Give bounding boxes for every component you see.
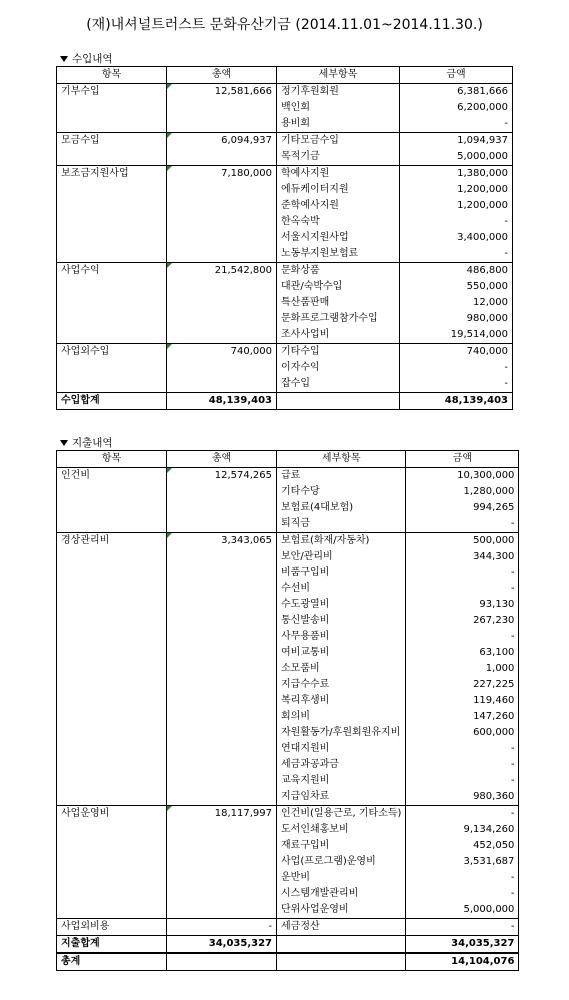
cell-detail: 복리후생비 bbox=[277, 693, 406, 709]
sum-total: 34,035,327 bbox=[167, 936, 277, 954]
table-row bbox=[57, 468, 519, 485]
cell-item bbox=[57, 198, 167, 214]
cell-detail: 한옥숙박 bbox=[277, 214, 400, 230]
cell-item: 사업외비용 bbox=[57, 919, 167, 936]
table-row bbox=[57, 279, 513, 295]
table-row bbox=[57, 725, 519, 741]
cell-total bbox=[167, 230, 277, 246]
cell-total bbox=[167, 565, 277, 581]
cell-detail: 노동부지원보험료 bbox=[277, 246, 400, 263]
cell-item bbox=[57, 116, 167, 133]
cell-item bbox=[57, 484, 167, 500]
cell-item bbox=[57, 645, 167, 661]
cell-amount: 267,230 bbox=[406, 613, 519, 629]
cell-total bbox=[167, 376, 277, 393]
cell-total bbox=[167, 327, 277, 344]
cell-total: 12,574,265 bbox=[167, 468, 277, 485]
sum-amount: 48,139,403 bbox=[400, 393, 513, 410]
header-detail: 세부항목 bbox=[277, 451, 406, 468]
cell-amount: 980,000 bbox=[400, 311, 513, 327]
cell-item bbox=[57, 565, 167, 581]
cell-detail: 도서인쇄홍보비 bbox=[277, 822, 406, 838]
cell-total: 6,094,937 bbox=[167, 133, 277, 150]
cell-amount: 63,100 bbox=[406, 645, 519, 661]
triangle-down-icon bbox=[60, 440, 68, 446]
table-row bbox=[57, 214, 513, 230]
cell-item bbox=[57, 500, 167, 516]
cell-item: 모금수입 bbox=[57, 133, 167, 150]
table-row bbox=[57, 311, 513, 327]
cell-item bbox=[57, 214, 167, 230]
cell-amount: 10,300,000 bbox=[406, 468, 519, 485]
cell-detail: 수도광열비 bbox=[277, 597, 406, 613]
cell-item: 인건비 bbox=[57, 468, 167, 485]
cell-item bbox=[57, 613, 167, 629]
table-row bbox=[57, 376, 513, 393]
table-row bbox=[57, 116, 513, 133]
cell-detail: 백인회 bbox=[277, 100, 400, 116]
cell-amount: - bbox=[406, 629, 519, 645]
table-row bbox=[57, 360, 513, 376]
cell-item bbox=[57, 822, 167, 838]
table-row bbox=[57, 344, 513, 361]
cell-detail: 시스템개발관리비 bbox=[277, 886, 406, 902]
cell-detail: 연대지원비 bbox=[277, 741, 406, 757]
cell-detail: 비품구입비 bbox=[277, 565, 406, 581]
cell-amount: - bbox=[406, 886, 519, 902]
cell-amount: 147,260 bbox=[406, 709, 519, 725]
cell-total bbox=[167, 484, 277, 500]
cell-total bbox=[167, 214, 277, 230]
cell-item bbox=[57, 870, 167, 886]
table-row bbox=[57, 838, 519, 854]
cell-item bbox=[57, 516, 167, 533]
cell-amount: - bbox=[400, 246, 513, 263]
cell-detail: 조사사업비 bbox=[277, 327, 400, 344]
sum-label: 수입합계 bbox=[57, 393, 167, 410]
cell-total bbox=[167, 741, 277, 757]
table-row bbox=[57, 182, 513, 198]
cell-item bbox=[57, 693, 167, 709]
cell-detail: 문화프로그램참가수입 bbox=[277, 311, 400, 327]
expense-section-title: 지출내역 bbox=[60, 435, 113, 450]
cell-amount: 600,000 bbox=[406, 725, 519, 741]
cell-item bbox=[57, 725, 167, 741]
cell-detail: 학예사지원 bbox=[277, 166, 400, 183]
cell-amount: - bbox=[406, 919, 519, 936]
table-row bbox=[57, 500, 519, 516]
header-total: 총액 bbox=[167, 67, 277, 84]
cell-item bbox=[57, 295, 167, 311]
expense-table bbox=[56, 450, 519, 971]
cell-detail: 목적기금 bbox=[277, 149, 400, 166]
cell-detail: 통신발송비 bbox=[277, 613, 406, 629]
cell-item: 보조금지원사업 bbox=[57, 166, 167, 183]
table-row bbox=[57, 198, 513, 214]
cell-detail: 소모품비 bbox=[277, 661, 406, 677]
cell-amount: 994,265 bbox=[406, 500, 519, 516]
cell-total bbox=[167, 645, 277, 661]
cell-total bbox=[167, 854, 277, 870]
cell-total bbox=[167, 613, 277, 629]
cell-detail: 준학예사지원 bbox=[277, 198, 400, 214]
cell-item bbox=[57, 902, 167, 919]
cell-detail: 지급수수료 bbox=[277, 677, 406, 693]
cell-amount: 5,000,000 bbox=[406, 902, 519, 919]
sum-label: 지출합계 bbox=[57, 936, 167, 954]
cell-detail: 기타수당 bbox=[277, 484, 406, 500]
cell-item bbox=[57, 789, 167, 806]
cell-total bbox=[167, 279, 277, 295]
cell-amount: 344,300 bbox=[406, 549, 519, 565]
table-row bbox=[57, 757, 519, 773]
cell-item: 사업외수입 bbox=[57, 344, 167, 361]
cell-detail: 기타수입 bbox=[277, 344, 400, 361]
cell-item bbox=[57, 757, 167, 773]
cell-amount: - bbox=[406, 516, 519, 533]
cell-total bbox=[167, 902, 277, 919]
header-item: 항목 bbox=[57, 451, 167, 468]
cell-total: 740,000 bbox=[167, 344, 277, 361]
table-row bbox=[57, 806, 519, 823]
cell-amount: 93,130 bbox=[406, 597, 519, 613]
cell-amount: 19,514,000 bbox=[400, 327, 513, 344]
cell-total bbox=[167, 773, 277, 789]
cell-total bbox=[167, 246, 277, 263]
cell-detail: 사무용품비 bbox=[277, 629, 406, 645]
cell-amount: - bbox=[406, 757, 519, 773]
cell-amount: 740,000 bbox=[400, 344, 513, 361]
table-row bbox=[57, 133, 513, 150]
cell-item bbox=[57, 149, 167, 166]
cell-total bbox=[167, 725, 277, 741]
cell-item bbox=[57, 661, 167, 677]
cell-item bbox=[57, 182, 167, 198]
cell-detail: 재료구입비 bbox=[277, 838, 406, 854]
table-row bbox=[57, 919, 519, 936]
cell-total bbox=[167, 116, 277, 133]
cell-detail: 정기후원회원 bbox=[277, 84, 400, 101]
cell-total: 18,117,997 bbox=[167, 806, 277, 823]
sum-blank bbox=[277, 393, 400, 410]
cell-total: - bbox=[167, 919, 277, 936]
cell-amount: 452,050 bbox=[406, 838, 519, 854]
sum-amount: 34,035,327 bbox=[406, 936, 519, 954]
cell-detail: 세금과공과금 bbox=[277, 757, 406, 773]
header-total: 총액 bbox=[167, 451, 277, 468]
table-row bbox=[57, 693, 519, 709]
cell-item bbox=[57, 629, 167, 645]
cell-total bbox=[167, 198, 277, 214]
cell-amount: 500,000 bbox=[406, 533, 519, 550]
cell-amount: 486,800 bbox=[400, 263, 513, 280]
income-sum-row bbox=[57, 393, 513, 410]
sum-total: 48,139,403 bbox=[167, 393, 277, 410]
table-row bbox=[57, 661, 519, 677]
cell-amount: - bbox=[406, 870, 519, 886]
cell-item bbox=[57, 597, 167, 613]
cell-detail: 급료 bbox=[277, 468, 406, 485]
cell-total bbox=[167, 870, 277, 886]
cell-item bbox=[57, 311, 167, 327]
cell-detail: 지급임차료 bbox=[277, 789, 406, 806]
cell-total bbox=[167, 693, 277, 709]
table-row bbox=[57, 597, 519, 613]
cell-total: 3,343,065 bbox=[167, 533, 277, 550]
expense-sum-row bbox=[57, 936, 519, 954]
cell-total bbox=[167, 822, 277, 838]
income-table bbox=[56, 66, 513, 410]
cell-total bbox=[167, 709, 277, 725]
cell-item bbox=[57, 709, 167, 725]
grand-total-row bbox=[57, 953, 519, 971]
cell-amount: - bbox=[400, 376, 513, 393]
cell-detail: 수선비 bbox=[277, 581, 406, 597]
cell-amount: - bbox=[406, 741, 519, 757]
table-row bbox=[57, 613, 519, 629]
cell-detail: 교육지원비 bbox=[277, 773, 406, 789]
cell-total bbox=[167, 886, 277, 902]
cell-amount: 1,280,000 bbox=[406, 484, 519, 500]
cell-detail: 문화상품 bbox=[277, 263, 400, 280]
cell-detail: 보안/관리비 bbox=[277, 549, 406, 565]
cell-detail: 서울시지원사업 bbox=[277, 230, 400, 246]
cell-total: 12,581,666 bbox=[167, 84, 277, 101]
triangle-down-icon bbox=[60, 56, 68, 62]
cell-amount: - bbox=[400, 214, 513, 230]
cell-item: 사업수익 bbox=[57, 263, 167, 280]
cell-detail: 단위사업운영비 bbox=[277, 902, 406, 919]
cell-detail: 에듀케이터지원 bbox=[277, 182, 400, 198]
grand-label: 총계 bbox=[57, 953, 167, 971]
table-row bbox=[57, 789, 519, 806]
grand-amount: 14,104,076 bbox=[406, 953, 519, 971]
cell-detail: 운반비 bbox=[277, 870, 406, 886]
cell-detail: 여비교통비 bbox=[277, 645, 406, 661]
cell-detail: 회의비 bbox=[277, 709, 406, 725]
cell-amount: 3,400,000 bbox=[400, 230, 513, 246]
cell-detail: 용비회 bbox=[277, 116, 400, 133]
cell-amount: 6,200,000 bbox=[400, 100, 513, 116]
grand-blank-1 bbox=[167, 953, 277, 971]
table-row bbox=[57, 902, 519, 919]
cell-total bbox=[167, 597, 277, 613]
table-row bbox=[57, 84, 513, 101]
cell-item bbox=[57, 230, 167, 246]
table-header-row bbox=[57, 67, 513, 84]
cell-detail: 이자수익 bbox=[277, 360, 400, 376]
cell-detail: 자원활동가/후원회원유지비 bbox=[277, 725, 406, 741]
cell-detail: 보험료(4대보험) bbox=[277, 500, 406, 516]
table-row bbox=[57, 516, 519, 533]
cell-detail: 인건비(일용근로, 기타소득) bbox=[277, 806, 406, 823]
sum-blank bbox=[277, 936, 406, 954]
cell-item bbox=[57, 773, 167, 789]
cell-detail: 세금정산 bbox=[277, 919, 406, 936]
cell-total bbox=[167, 500, 277, 516]
cell-amount: 550,000 bbox=[400, 279, 513, 295]
table-row bbox=[57, 327, 513, 344]
cell-amount: 1,200,000 bbox=[400, 198, 513, 214]
cell-amount: - bbox=[406, 565, 519, 581]
cell-total bbox=[167, 629, 277, 645]
cell-amount: 3,531,687 bbox=[406, 854, 519, 870]
table-row bbox=[57, 629, 519, 645]
cell-item bbox=[57, 246, 167, 263]
cell-total bbox=[167, 182, 277, 198]
table-row bbox=[57, 484, 519, 500]
cell-detail: 보험료(화재/자동차) bbox=[277, 533, 406, 550]
table-row bbox=[57, 709, 519, 725]
cell-amount: 6,381,666 bbox=[400, 84, 513, 101]
cell-item bbox=[57, 279, 167, 295]
cell-total bbox=[167, 516, 277, 533]
cell-total bbox=[167, 360, 277, 376]
cell-total bbox=[167, 661, 277, 677]
table-row bbox=[57, 741, 519, 757]
cell-total bbox=[167, 295, 277, 311]
cell-total: 7,180,000 bbox=[167, 166, 277, 183]
cell-item bbox=[57, 741, 167, 757]
cell-amount: - bbox=[406, 806, 519, 823]
cell-detail: 퇴직금 bbox=[277, 516, 406, 533]
table-row bbox=[57, 149, 513, 166]
cell-detail: 특산품판매 bbox=[277, 295, 400, 311]
table-row bbox=[57, 295, 513, 311]
cell-total bbox=[167, 838, 277, 854]
cell-item: 기부수입 bbox=[57, 84, 167, 101]
table-row bbox=[57, 100, 513, 116]
cell-detail: 사업(프로그램)운영비 bbox=[277, 854, 406, 870]
cell-amount: - bbox=[406, 581, 519, 597]
cell-amount: 1,094,937 bbox=[400, 133, 513, 150]
grand-blank-2 bbox=[277, 953, 406, 971]
table-row bbox=[57, 565, 519, 581]
cell-amount: 1,380,000 bbox=[400, 166, 513, 183]
page-title: (재)내셔널트러스트 문화유산기금 (2014.11.01~2014.11.30.) bbox=[86, 17, 483, 33]
cell-amount: 1,000 bbox=[406, 661, 519, 677]
cell-amount: 1,200,000 bbox=[400, 182, 513, 198]
header-amount: 금액 bbox=[406, 451, 519, 468]
table-row bbox=[57, 581, 519, 597]
cell-total bbox=[167, 757, 277, 773]
cell-item bbox=[57, 838, 167, 854]
cell-amount: 9,134,260 bbox=[406, 822, 519, 838]
cell-item: 사업운영비 bbox=[57, 806, 167, 823]
table-row bbox=[57, 246, 513, 263]
table-row bbox=[57, 886, 519, 902]
cell-amount: 980,360 bbox=[406, 789, 519, 806]
cell-item bbox=[57, 376, 167, 393]
table-row bbox=[57, 870, 519, 886]
cell-amount: - bbox=[406, 773, 519, 789]
table-row bbox=[57, 822, 519, 838]
header-item: 항목 bbox=[57, 67, 167, 84]
cell-item bbox=[57, 854, 167, 870]
cell-item bbox=[57, 360, 167, 376]
header-detail: 세부항목 bbox=[277, 67, 400, 84]
cell-item bbox=[57, 100, 167, 116]
table-row bbox=[57, 677, 519, 693]
table-row bbox=[57, 854, 519, 870]
cell-amount: 227,225 bbox=[406, 677, 519, 693]
cell-amount: - bbox=[400, 360, 513, 376]
table-row bbox=[57, 645, 519, 661]
table-row bbox=[57, 166, 513, 183]
cell-detail: 대관/숙박수입 bbox=[277, 279, 400, 295]
cell-total bbox=[167, 789, 277, 806]
table-row bbox=[57, 263, 513, 280]
cell-total: 21,542,800 bbox=[167, 263, 277, 280]
cell-total bbox=[167, 311, 277, 327]
table-row bbox=[57, 533, 519, 550]
cell-detail: 잡수입 bbox=[277, 376, 400, 393]
cell-amount: - bbox=[400, 116, 513, 133]
cell-total bbox=[167, 677, 277, 693]
header-amount: 금액 bbox=[400, 67, 513, 84]
cell-item bbox=[57, 677, 167, 693]
cell-amount: 12,000 bbox=[400, 295, 513, 311]
cell-item bbox=[57, 581, 167, 597]
cell-amount: 5,000,000 bbox=[400, 149, 513, 166]
cell-total bbox=[167, 581, 277, 597]
cell-item bbox=[57, 886, 167, 902]
cell-total bbox=[167, 149, 277, 166]
cell-detail: 기타모금수입 bbox=[277, 133, 400, 150]
table-row bbox=[57, 230, 513, 246]
cell-total bbox=[167, 100, 277, 116]
cell-total bbox=[167, 549, 277, 565]
cell-amount: 119,460 bbox=[406, 693, 519, 709]
table-row bbox=[57, 773, 519, 789]
table-row bbox=[57, 549, 519, 565]
cell-item: 경상관리비 bbox=[57, 533, 167, 550]
cell-item bbox=[57, 327, 167, 344]
cell-item bbox=[57, 549, 167, 565]
income-section-title: 수입내역 bbox=[60, 51, 113, 66]
table-header-row bbox=[57, 451, 519, 468]
